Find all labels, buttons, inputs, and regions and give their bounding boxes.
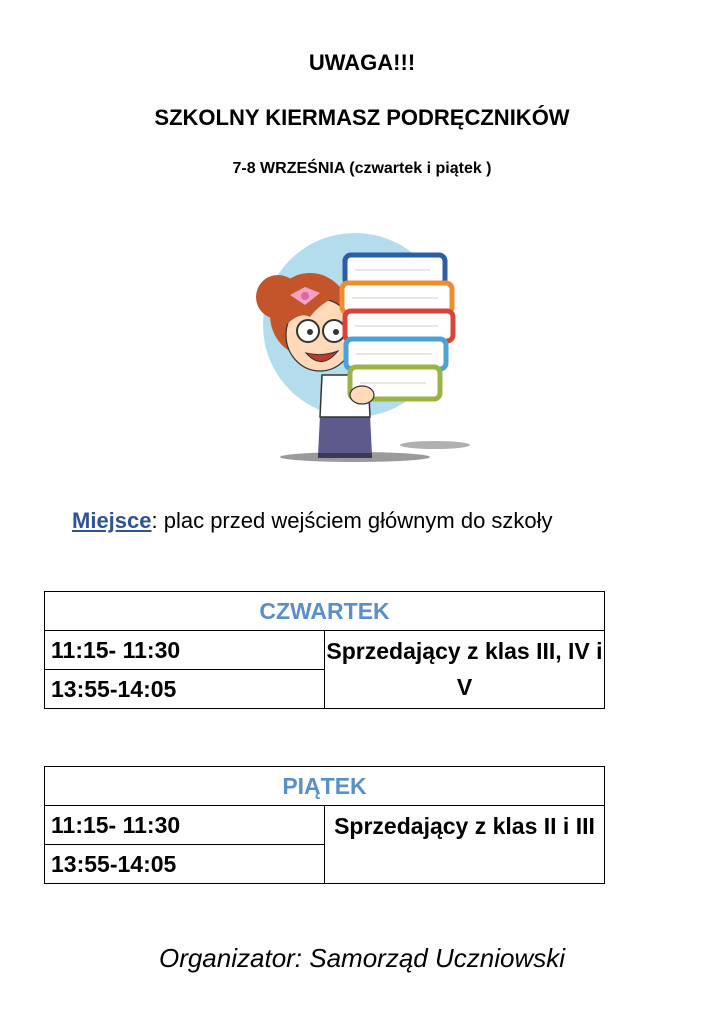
girl-carrying-books-icon <box>250 225 480 470</box>
time-slot: 11:15- 11:30 <box>45 806 325 845</box>
day-heading: CZWARTEK <box>45 592 605 631</box>
sellers-cell: Sprzedający z klas III, IV i V <box>325 631 605 709</box>
schedule-table-friday <box>44 766 605 884</box>
event-date: 7-8 WRZEŚNIA (czwartek i piątek ) <box>232 160 492 177</box>
notice-heading: UWAGA!!! <box>308 50 416 75</box>
organizer-line: Organizator: Samorząd Uczniowski <box>158 943 566 973</box>
time-slot: 13:55-14:05 <box>45 670 325 709</box>
schedule-table-thursday <box>44 591 605 709</box>
time-slot: 11:15- 11:30 <box>45 631 325 670</box>
place-text: : plac przed wejściem głównym do szkoły <box>151 508 553 533</box>
time-slot: 13:55-14:05 <box>45 845 325 884</box>
sellers-cell: Sprzedający z klas II i III <box>325 806 605 884</box>
event-title: SZKOLNY KIERMASZ PODRĘCZNIKÓW <box>154 105 570 130</box>
place-line <box>72 508 553 534</box>
place-label: Miejsce <box>72 508 152 533</box>
day-heading: PIĄTEK <box>45 767 605 806</box>
